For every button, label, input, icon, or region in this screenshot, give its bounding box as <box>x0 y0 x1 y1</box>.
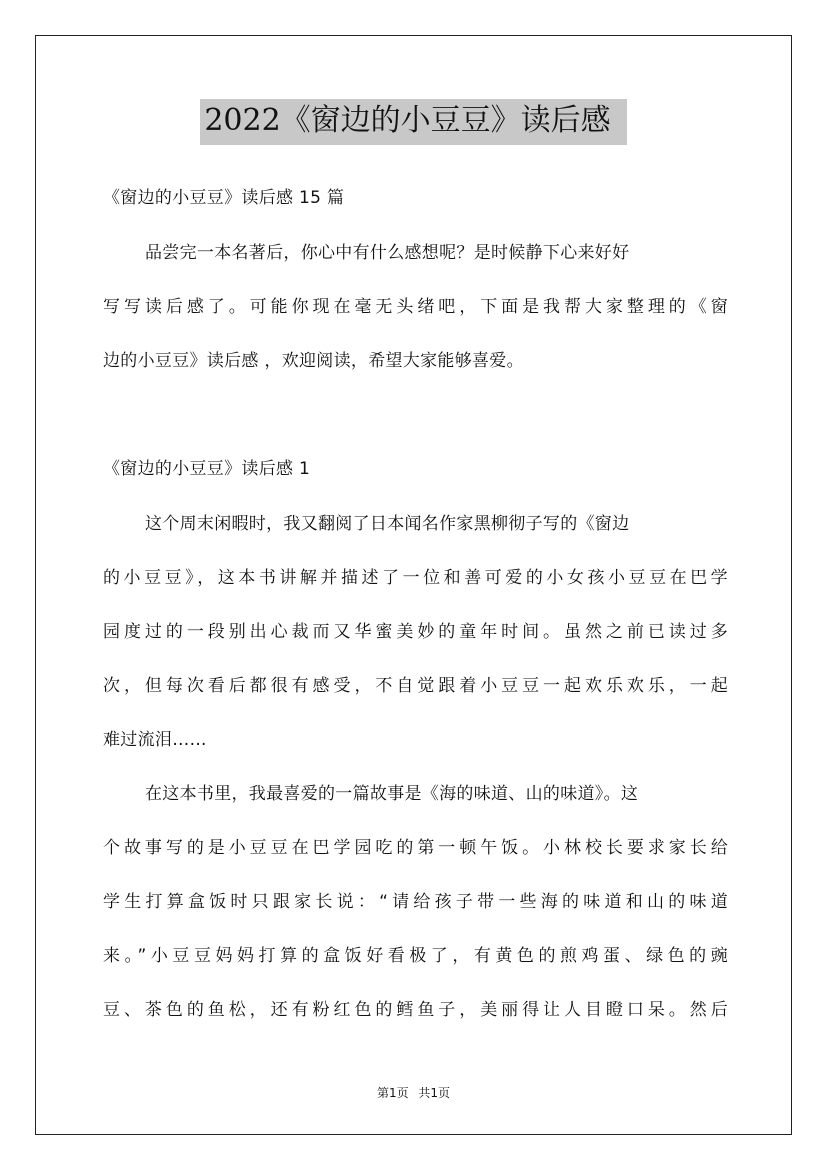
section-heading: 《窗边的小豆豆》读后感 1 <box>103 459 311 479</box>
paragraph-line: 在这本书里，我最喜爱的一篇故事是《海的味道、山的味道》。这 <box>145 784 639 804</box>
paragraph-line: 豆、茶色的鱼松，还有粉红色的鳕鱼子，美丽得让人目瞪口呆。然后 <box>103 1000 728 1020</box>
paragraph-line: 的小豆豆》，这本书讲解并描述了一位和善可爱的小女孩小豆豆在巴学 <box>103 568 728 588</box>
paragraph-line: 这个周末闲暇时，我又翻阅了日本闻名作家黑柳彻子写的《窗边 <box>145 514 630 534</box>
page-number: 第1页 <box>376 1086 409 1100</box>
paragraph-line: 园度过的一段别出心裁而又华蜜美妙的童年时间。虽然之前已读过多 <box>103 622 728 642</box>
paragraph-line: 次，但每次看后都很有感受，不自觉跟着小豆豆一起欢乐欢乐，一起 <box>103 676 728 696</box>
paragraph-line: 个故事写的是小豆豆在巴学园吃的第一顿午饭。小林校长要求家长给 <box>103 838 728 858</box>
subtitle-line: 《窗边的小豆豆》读后感 15 篇 <box>103 188 345 208</box>
paragraph-line: 写写读后感了。可能你现在毫无头绪吧，下面是我帮大家整理的《窗 <box>103 297 728 317</box>
paragraph-line: 品尝完一本名著后，你心中有什么感想呢？是时候静下心来好好 <box>145 243 630 263</box>
paragraph-line: 难过流泪…… <box>103 730 207 750</box>
paragraph-line: 边的小豆豆》读后感 ，欢迎阅读，希望大家能够喜爱。 <box>103 351 524 371</box>
document-title: 2022《窗边的小豆豆》读后感 <box>200 99 626 145</box>
title-wrap <box>0 99 827 145</box>
page-footer <box>0 1084 827 1101</box>
paragraph-line: 学生打算盒饭时只跟家长说：“请给孩子带一些海的味道和山的味道 <box>103 892 728 912</box>
paragraph-line: 来。”小豆豆妈妈打算的盒饭好看极了，有黄色的煎鸡蛋、绿色的豌 <box>103 946 728 966</box>
page-total: 共1页 <box>418 1086 451 1100</box>
